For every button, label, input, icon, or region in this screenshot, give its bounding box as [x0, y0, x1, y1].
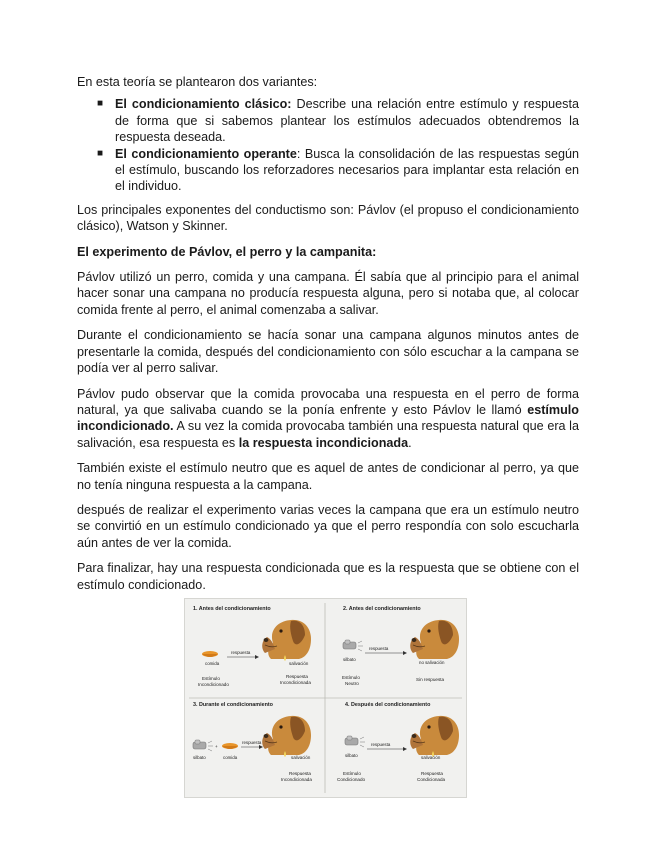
q2-stimulus: silbato — [343, 657, 356, 662]
q1-title: 1. Antes del condicionamiento — [193, 606, 271, 612]
q4-left-b: Condicionado — [337, 777, 366, 782]
q1-response: salivación — [289, 661, 309, 666]
q1-left-a: Estímulo — [202, 676, 220, 681]
dog-icon — [410, 716, 459, 755]
bullet-text: Describe una relación entre estímulo y respuesta de forma que si sabemos plantear los estímulos adecuados obtendremos la respuesta deseada. — [115, 97, 579, 145]
q3-response: salivación — [291, 755, 311, 760]
q1-right-a: Respuesta — [286, 674, 308, 679]
q1-left-b: Incondicionado — [198, 682, 229, 687]
q3-plus: + — [215, 744, 218, 749]
q4-response: salivación — [421, 755, 441, 760]
dog-icon — [262, 620, 311, 659]
q4-right-b: Condicionada — [417, 777, 446, 782]
q1-right-b: Incondicionada — [280, 680, 311, 685]
dog-icon — [262, 716, 311, 755]
exponents-paragraph: Los principales exponentes del conductismo son: Pávlov (el propuso el condicionamiento clásico), Watson y Skinner. — [77, 202, 579, 234]
paragraph-1: Pávlov utilizó un perro, comida y una campana. Él sabía que al principio para el animal hacer sonar una campana no producía respuesta alguna, pero si notaba que, al colocar comida frente al perro, el animal comenzaba a salivar. — [77, 270, 579, 317]
dog-icon — [410, 620, 459, 659]
bullet-icon: ■ — [97, 98, 104, 110]
q3-right-a: Respuesta — [289, 771, 311, 776]
q3-stimulus-2: comida — [223, 755, 238, 760]
q3-arrow-label: respuesta — [242, 740, 262, 745]
q2-right-a: Sin respuesta — [416, 677, 445, 682]
q4-stimulus: silbato — [345, 753, 358, 758]
section-heading: El experimento de Pávlov, el perro y la campanita: — [77, 244, 377, 259]
q2-left-b: Neutro — [345, 681, 359, 686]
q1-stimulus: comida — [205, 661, 220, 666]
list-item — [77, 96, 579, 145]
q4-title: 4. Después del condicionamiento — [345, 702, 431, 708]
paragraph-3 — [77, 386, 579, 452]
paragraph-2: Durante el condicionamiento se hacía sonar una campana algunos minutos antes de presentarle la comida, después del condicionamiento con sólo escuchar a la campana se podía ver al perro salivar. — [77, 328, 579, 376]
pavlov-figure — [184, 598, 467, 798]
q4-arrow-label: respuesta — [371, 742, 391, 747]
bullet-title: El condicionamiento operante — [115, 146, 297, 161]
whistle-icon — [345, 736, 365, 747]
q3-right-b: Incondicionada — [281, 777, 312, 782]
paragraph-4: También existe el estímulo neutro que es aquel de antes de condicionar al perro, ya que no tenía ninguna respuesta a la campana. — [77, 461, 579, 492]
q1-arrow-label: respuesta — [231, 650, 251, 655]
p3-bold-b: estímulo incondicionado. — [77, 402, 579, 434]
q3-stimulus-1: silbato — [193, 755, 206, 760]
q2-arrow-label: respuesta — [369, 646, 389, 651]
q2-left-a: Estímulo — [342, 675, 360, 680]
whistle-icon — [193, 740, 213, 751]
q2-title: 2. Antes del condicionamiento — [343, 606, 421, 612]
bullet-icon: ■ — [97, 147, 104, 159]
q4-left-a: Estímulo — [343, 771, 361, 776]
p3-bold-d: la respuesta incondicionada — [238, 435, 409, 450]
whistle-icon — [343, 640, 363, 651]
bullet-title: El condicionamiento clásico: — [115, 97, 292, 112]
q3-title: 3. Durante el condicionamiento — [193, 702, 273, 708]
list-item — [77, 146, 579, 195]
variants-list — [77, 96, 579, 194]
paragraph-5: después de realizar el experimento varias veces la campana que era un estímulo neutro se convirtió en un estímulo condicionado ya que el perro respondía con solo escucharla aún antes de ver la comida. — [77, 502, 579, 550]
p3-text-e: . — [408, 435, 412, 450]
document-body — [77, 74, 579, 602]
p3-text-c: A su vez la comida provocaba también una respuesta natural que era la salivación, esa respuesta es — [77, 419, 579, 450]
q2-response: no salivación — [419, 660, 445, 665]
bullet-text: : Busca la consolidación de las respuestas según el estímulo, buscando los reforzadores necesarios para implantar esta relación en el individuo. — [115, 146, 579, 194]
intro-text: En esta teoría se plantearon dos variantes: — [77, 75, 318, 89]
p3-text-a: Pávlov pudo observar que la comida provocaba una respuesta en el perro de forma natural, ya que salivaba cuando se la ponía enfrente y esto Pávlov le llamó — [77, 386, 579, 417]
q4-right-a: Respuesta — [421, 771, 443, 776]
food-bowl-icon — [202, 651, 218, 657]
paragraph-6: Para finalizar, hay una respuesta condicionada que es la respuesta que se obtiene con el estímulo condicionado. — [77, 561, 579, 592]
food-bowl-icon — [222, 743, 238, 749]
